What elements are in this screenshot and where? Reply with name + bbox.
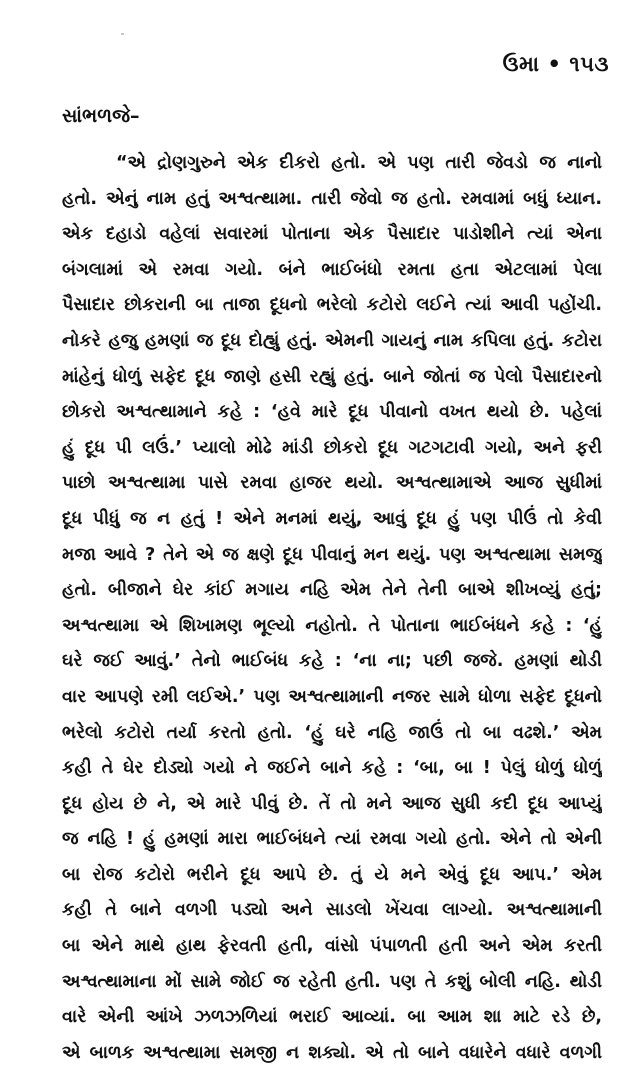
text-line: દૂધ હોય છે ને, એ મારે પીવું છે. તેં તો મને આજ સુધી કદી દૂધ આપ્યું [62,793,602,814]
text-line: અશ્વત્થામાના મોં સામે જોઈ જ રહેતી હતી. પણ તે કશું બોલી નહિ. થોડી [62,971,602,992]
text-line: ઘરે જઈ આવું.’ તેનો ભાઈબંધ કહે : ‘ના ના; પછી જજે. હમણાં થોડી [62,651,602,672]
body-text [62,146,602,1071]
text-line: એ બાળક અશ્વત્થામા સમજી ન શક્યો. એ તો બાને વધારેને વધારે વળગી [62,1042,602,1063]
text-line: ભરેલો કટોરો તર્યા કરતો હતો. ‘હું ઘરે નહિ જાઉં તો બા વઢશે.’ એમ [62,722,602,743]
text-line: બા એને માથે હાથ ફેરવતી હતી, વાંસો પંપાળતી હતી અને એમ કરતી [62,936,602,957]
text-line: માંહેનું ધોળું સફેદ દૂધ જાણે હસી રહ્યું હતું. બાને જોતાં જ પેલો પૈસાદારનો [62,366,602,387]
text-line: પાછો અશ્વત્થામા પાસે રમવા હાજર થયો. અશ્વત્થામાએ આજ સુધીમાં [62,473,602,494]
text-line: બા રોજ કટોરો ભરીને દૂધ આપે છે. તું યે મને એવું દૂધ આપ.’ એમ [62,864,602,885]
text-line: વારે એની આંખે ઝળઝળિયાં ભરાઈ આવ્યાં. બા આમ શા માટે રડે છે, [62,1007,602,1028]
page-number: ૧૫૩ [569,52,609,76]
text-line: પૈસાદાર છોકરાની બા તાજા દૂધનો ભરેલો કટોરો લઈને ત્યાં આવી પહોંચી. [62,295,602,316]
text-line: દૂધ પીધું જ ન હતું ! એને મનમાં થયું, આવું દૂધ હું પણ પીઉં તો કેવી [62,508,602,529]
text-line: જ નહિ ! હું હમણાં મારા ભાઈબંધને ત્યાં રમવા ગયો હતો. એને તો એની [62,829,602,850]
header-title: ઉમા [502,52,540,76]
text-line: અશ્વત્થામા એ શિખામણ ભૂલ્યો નહોતો. તે પોતાના ભાઈબંધને કહે : ‘હું [62,615,602,636]
text-line: હતો. એનું નામ હતું અશ્વત્થામા. તારી જેવો જ હતો. રમવામાં બધું ધ્યાન. [62,188,602,209]
text-line: બંગલામાં એ રમવા ગયો. બંને ભાઈબંધો રમતા હતા એટલામાં પેલા [62,259,602,280]
text-line: એક દહાડો વહેલાં સવારમાં પોતાના એક પૈસાદાર પાડોશીને ત્યાં એના [62,224,602,245]
text-line: મજા આવે ? તેને એ જ ક્ષણે દૂધ પીવાનું મન થયું. પણ અશ્વત્થામા સમજુ [62,544,602,565]
running-header [503,52,609,77]
text-line: “એ દ્રોણગુરુને એક દીકરો હતો. એ પણ તારી જેવડો જ નાનો [116,153,602,173]
text-line: વાર આપણે રમી લઈએ.’ પણ અશ્વત્થામાની નજર સામે ધોળા સફેદ દૂધનો [62,686,602,707]
salutation: સાંભળજે– [62,105,140,127]
paper-speck [121,33,124,35]
text-line: હું દૂધ પી લઉં.’ પ્યાલો મોઢે માંડી છોકરો દૂધ ગટગટાવી ગયો, અને ફરી [62,437,602,458]
text-line: કહી તે બાને વળગી પડ્યો અને સાડલો ખેંચવા લાગ્યો. અશ્વત્થામાની [62,900,602,921]
text-line: નોકરે હજુ હમણાં જ દૂધ દોહ્યું હતું. એમની ગાયનું નામ કપિલા હતું. કટોરા [62,330,602,351]
text-line: છોકરો અશ્વત્થામાને કહે : ‘હવે મારે દૂધ પીવાનો વખત થયો છે. પહેલાં [62,402,602,423]
text-line: કહી તે ઘેર દોડ્યો ગયો ને જઈને બાને કહે : ‘બા, બા ! પેલું ધોળું ધોળું [62,758,602,779]
header-separator: • [547,52,562,76]
text-line: હતો. બીજાને ઘેર કાંઈ મગાય નહિ એમ તેને તેની બાએ શીખવ્યું હતું; [62,580,602,601]
